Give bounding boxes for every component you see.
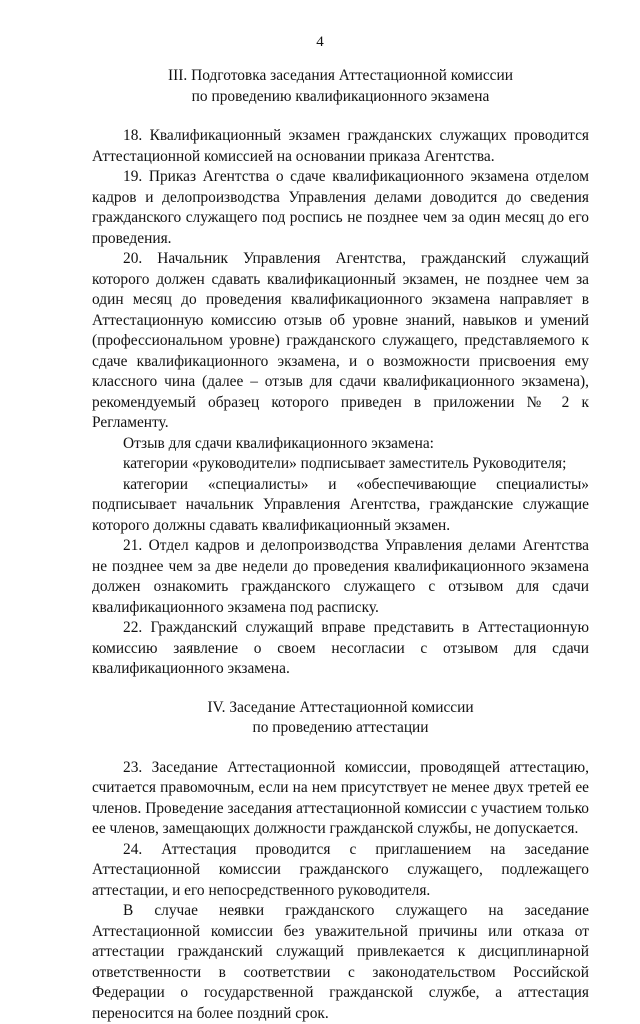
paragraph-19: 19. Приказ Агентства о сдаче квалификационного экзамена отделом кадров и делопроизводства Управления делами доводится до сведения гражданского служащего под роспись не позднее чем за один месяц до его проведения. bbox=[92, 168, 589, 247]
paragraph-22: 22. Гражданский служащий вправе представить в Аттестационную комиссию заявление о своем несогласии с отзывом для сдачи квалификационного экзамена. bbox=[92, 619, 589, 677]
paragraph-review-intro: Отзыв для сдачи квалификационного экзамена: bbox=[123, 434, 434, 452]
paragraph-review-managers: категории «руководители» подписывает заместитель Руководителя; bbox=[123, 455, 567, 472]
section-3-heading-line-2: по проведению квалификационного экзамена bbox=[191, 87, 490, 105]
paragraph-23: 23. Заседание Аттестационной комиссии, проводящей аттестацию, считается правомочным, если на нем присутствует не менее двух третей ее членов. Проведение заседания аттестационной комиссии с участием только ее членов, замещающих должности гражданской службы, не допускается. bbox=[92, 758, 589, 837]
section-4-heading bbox=[92, 698, 589, 739]
paragraph-21: 21. Отдел кадров и делопроизводства Управления делами Агентства не позднее чем за две недели до проведения квалификационного экзамена должен ознакомить гражданского служащего с отзывом для сдачи квалификационного экзамена под расписку. bbox=[92, 537, 589, 616]
section-3-heading bbox=[92, 66, 589, 107]
paragraph-18: 18. Квалификационный экзамен гражданских служащих проводится Аттестационной комиссией на основании приказа Агентства. bbox=[92, 127, 589, 165]
paragraph-review-specialists: категории «специалисты» и «обеспечивающие специалисты» подписывает начальник Управления Агентства, гражданские служащие которого должны сдавать квалификационный экзамен. bbox=[92, 475, 589, 534]
paragraph-20: 20. Начальник Управления Агентства, гражданский служащий которого должен сдавать квалификационный экзамен, не позднее чем за один месяц до проведения квалификационного экзамена направляет в Аттестационную комиссию отзыв об уровне знаний, навыков и умений (профессиональном уровне) гражданского служащего, представляемого к сдаче квалификационного экзамена, и о возможности присвоения ему классного чина (далее – отзыв для сдачи квалификационного экзамена), рекомендуемый образец которого приведен в приложении № 2 к Регламенту. bbox=[92, 250, 589, 431]
section-4-heading-line-1: IV. Заседание Аттестационной комиссии bbox=[207, 698, 474, 716]
paragraph-no-show: В случае неявки гражданского служащего на заседание Аттестационной комиссии без уважительной причины или отказа от аттестации гражданский служащий привлекается к дисциплинарной ответственности в соответствии с законодательством Российской Федерации о государственной гражданской службе, а аттестация переносится на более поздний срок. bbox=[92, 902, 589, 1022]
paragraph-24: 24. Аттестация проводится с приглашением на заседание Аттестационной комиссии гражданского служащего, подлежащего аттестации, и его непосредственного руководителя. bbox=[92, 840, 589, 899]
section-4-heading-line-2: по проведению аттестации bbox=[252, 719, 429, 736]
section-3-heading-line-1: III. Подготовка заседания Аттестационной комиссии bbox=[168, 67, 513, 84]
page-number: 4 bbox=[316, 34, 324, 50]
document-body bbox=[92, 66, 589, 1024]
